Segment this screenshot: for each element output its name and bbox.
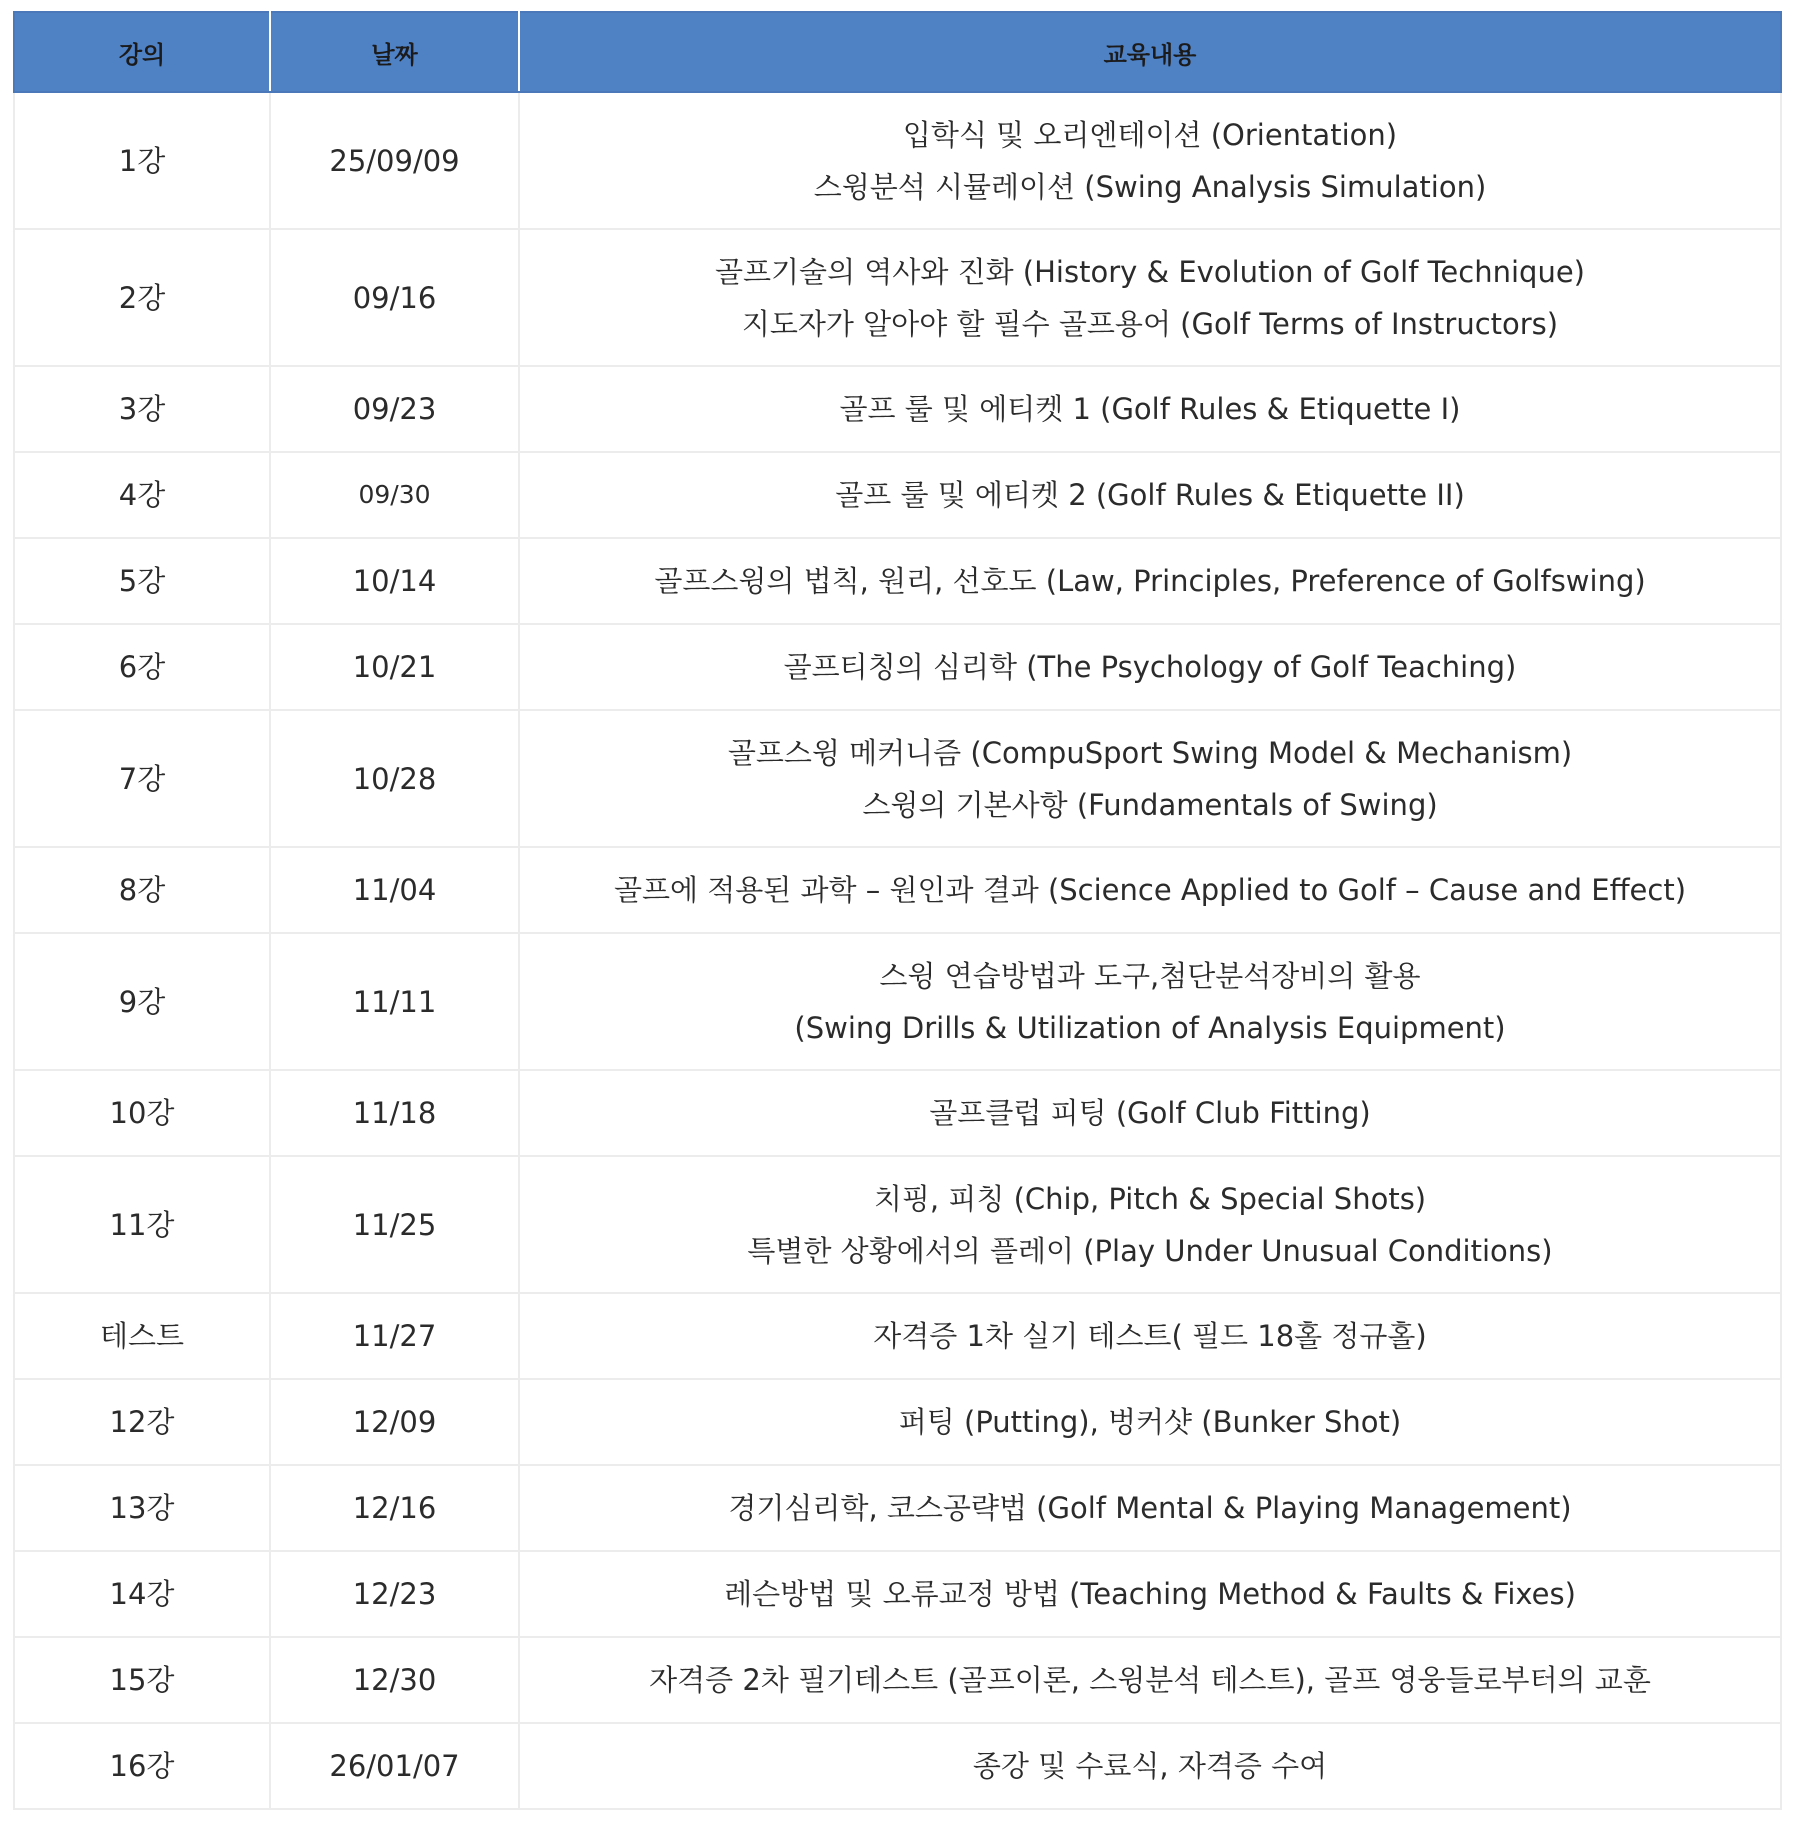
table-row [14, 847, 1781, 933]
content-line: 경기심리학, 코스공략법 (Golf Mental & Playing Management) [728, 1491, 1572, 1525]
header-lecture: 강의 [14, 12, 270, 92]
lecture-cell: 3강 [14, 366, 270, 452]
date-cell: 10/21 [270, 624, 519, 710]
table-row [14, 366, 1781, 452]
lecture-cell: 2강 [14, 229, 270, 366]
lecture-cell: 7강 [14, 710, 270, 847]
date-cell: 12/30 [270, 1637, 519, 1723]
lecture-cell: 4강 [14, 452, 270, 538]
date-cell: 11/11 [270, 933, 519, 1070]
content-line: 스윙의 기본사항 (Fundamentals of Swing) [862, 787, 1438, 822]
date-cell: 25/09/09 [270, 92, 519, 229]
content-line: 종강 및 수료식, 자격증 수여 [972, 1749, 1328, 1783]
table-row [14, 624, 1781, 710]
content-cell [519, 92, 1781, 229]
content-line: 골프 룰 및 에티켓 2 (Golf Rules & Etiquette II) [835, 478, 1465, 512]
content-line: 골프 룰 및 에티켓 1 (Golf Rules & Etiquette I) [839, 392, 1461, 426]
table-row [14, 92, 1781, 229]
content-line: 골프기술의 역사와 진화 (History & Evolution of Golf Technique) [715, 254, 1585, 289]
date-cell: 11/27 [270, 1293, 519, 1379]
date-cell: 12/16 [270, 1465, 519, 1551]
date-cell: 09/30 [270, 452, 519, 538]
date-cell: 11/25 [270, 1156, 519, 1293]
content-cell [519, 1551, 1781, 1637]
content-cell [519, 1723, 1781, 1809]
date-cell: 11/04 [270, 847, 519, 933]
content-cell [519, 229, 1781, 366]
lecture-cell: 14강 [14, 1551, 270, 1637]
table-row [14, 538, 1781, 624]
table-row [14, 1070, 1781, 1156]
table-row [14, 1723, 1781, 1809]
content-cell [519, 1379, 1781, 1465]
content-cell [519, 1465, 1781, 1551]
content-line: 골프클럽 피팅 (Golf Club Fitting) [929, 1096, 1371, 1130]
table-row [14, 710, 1781, 847]
date-cell: 12/23 [270, 1551, 519, 1637]
content-cell [519, 366, 1781, 452]
table-row [14, 1156, 1781, 1293]
date-cell: 11/18 [270, 1070, 519, 1156]
date-cell: 12/09 [270, 1379, 519, 1465]
content-cell [519, 1156, 1781, 1293]
content-line: 자격증 2차 필기테스트 (골프이론, 스윙분석 테스트), 골프 영웅들로부터의 교훈 [649, 1663, 1651, 1697]
content-cell [519, 1293, 1781, 1379]
table-row [14, 1637, 1781, 1723]
content-line: 특별한 상황에서의 플레이 (Play Under Unusual Conditions) [747, 1233, 1553, 1268]
date-cell: 10/14 [270, 538, 519, 624]
content-line: 자격증 1차 실기 테스트( 필드 18홀 정규홀) [873, 1319, 1427, 1353]
content-cell [519, 1070, 1781, 1156]
date-cell: 26/01/07 [270, 1723, 519, 1809]
table-row [14, 1465, 1781, 1551]
lecture-cell: 12강 [14, 1379, 270, 1465]
content-line: 골프스윙 메커니즘 (CompuSport Swing Model & Mechanism) [727, 735, 1573, 770]
content-line: 레슨방법 및 오류교정 방법 (Teaching Method & Faults & Fixes) [724, 1577, 1576, 1611]
content-line: (Swing Drills & Utilization of Analysis Equipment) [794, 1010, 1506, 1045]
lecture-cell: 8강 [14, 847, 270, 933]
table-row [14, 452, 1781, 538]
lecture-cell: 11강 [14, 1156, 270, 1293]
content-cell [519, 538, 1781, 624]
table-body [14, 92, 1781, 1809]
date-cell: 09/16 [270, 229, 519, 366]
lecture-cell: 1강 [14, 92, 270, 229]
content-cell [519, 1637, 1781, 1723]
lecture-cell: 13강 [14, 1465, 270, 1551]
content-line: 치핑, 피칭 (Chip, Pitch & Special Shots) [873, 1181, 1427, 1216]
table-row [14, 1293, 1781, 1379]
content-line: 지도자가 알아야 할 필수 골프용어 (Golf Terms of Instructors) [741, 306, 1559, 341]
lecture-cell: 15강 [14, 1637, 270, 1723]
lecture-cell: 10강 [14, 1070, 270, 1156]
content-line: 골프에 적용된 과학 – 원인과 결과 (Science Applied to Golf – Cause and Effect) [613, 873, 1687, 907]
content-cell [519, 933, 1781, 1070]
date-cell: 09/23 [270, 366, 519, 452]
table-row [14, 1379, 1781, 1465]
content-line: 골프스윙의 법칙, 원리, 선호도 (Law, Principles, Preference of Golfswing) [654, 564, 1646, 598]
lecture-cell: 테스트 [14, 1293, 270, 1379]
content-line: 스윙분석 시뮬레이션 (Swing Analysis Simulation) [813, 169, 1487, 204]
date-cell: 10/28 [270, 710, 519, 847]
content-line: 스윙 연습방법과 도구,첨단분석장비의 활용 [879, 958, 1421, 993]
content-line: 퍼팅 (Putting), 벙커샷 (Bunker Shot) [898, 1405, 1402, 1439]
table-row [14, 933, 1781, 1070]
table-header [14, 12, 1781, 92]
content-cell [519, 710, 1781, 847]
content-line: 입학식 및 오리엔테이션 (Orientation) [902, 117, 1398, 152]
lecture-cell: 5강 [14, 538, 270, 624]
content-cell [519, 452, 1781, 538]
lecture-cell: 16강 [14, 1723, 270, 1809]
header-row [14, 12, 1781, 92]
content-cell [519, 847, 1781, 933]
header-date: 날짜 [270, 12, 519, 92]
content-line: 골프티칭의 심리학 (The Psychology of Golf Teaching) [783, 650, 1517, 684]
table-row [14, 229, 1781, 366]
lecture-cell: 6강 [14, 624, 270, 710]
course-schedule-table [13, 11, 1782, 1810]
lecture-cell: 9강 [14, 933, 270, 1070]
schedule-table-wrapper [13, 11, 1780, 1810]
table-row [14, 1551, 1781, 1637]
content-cell [519, 624, 1781, 710]
header-content: 교육내용 [519, 12, 1781, 92]
